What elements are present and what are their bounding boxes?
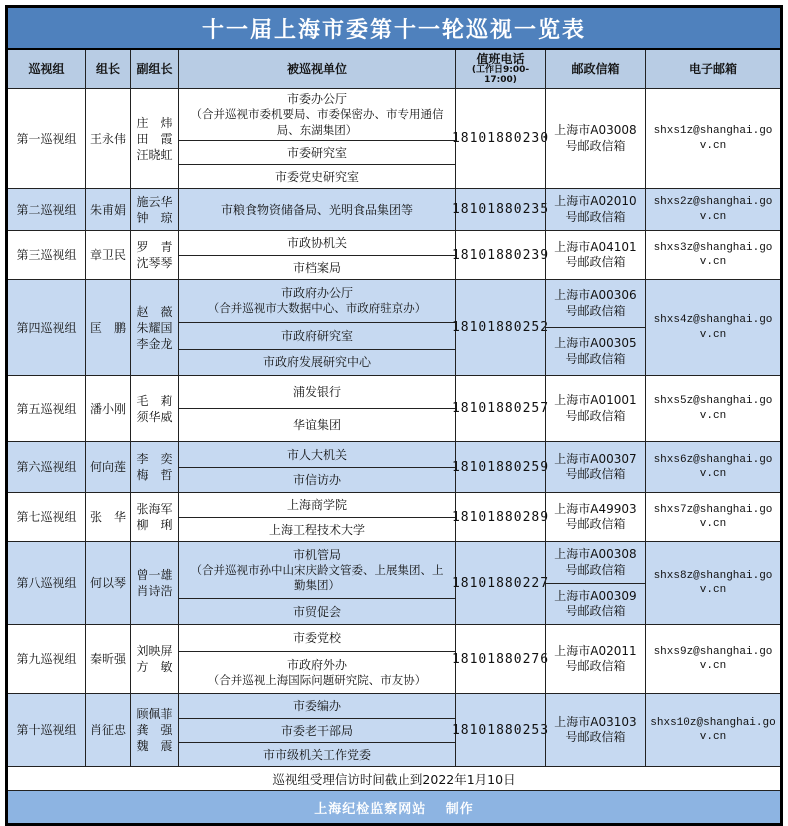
deputy-name: 庄 炜 bbox=[136, 115, 173, 130]
col-header-mailbox-label: 邮政信箱 bbox=[571, 61, 620, 76]
duty-phone-cell: 18101880276 bbox=[455, 625, 545, 693]
unit-name: 市委老干部局 bbox=[280, 723, 353, 738]
deputy-names-cell bbox=[130, 231, 178, 279]
duty-phone-cell: 18101880253 bbox=[455, 694, 545, 766]
mailbox-cell bbox=[545, 280, 645, 375]
unit-name: 市委党史研究室 bbox=[274, 169, 359, 184]
col-header-deputy: 副组长 bbox=[130, 50, 178, 88]
mailbox-entry: 上海市A02011号邮政信箱 bbox=[554, 643, 637, 674]
email-cell: shxs3z@shanghai.gov.cn bbox=[645, 231, 780, 279]
deputy-names-cell bbox=[130, 376, 178, 441]
inspected-units-cell bbox=[178, 493, 455, 541]
unit-name: 市机管局 bbox=[292, 547, 341, 562]
duty-phone-cell: 18101880239 bbox=[455, 231, 545, 279]
footer-note: 巡视组受理信访时间截止到2022年1月10日 bbox=[8, 767, 780, 791]
inspected-unit bbox=[179, 164, 455, 188]
deputy-names-cell bbox=[130, 89, 178, 188]
deputy-name: 张海军 bbox=[136, 502, 173, 517]
deputy-name: 龚 强 bbox=[136, 723, 173, 738]
deputy-name: 汪晓虹 bbox=[136, 147, 173, 162]
unit-name: 市委编办 bbox=[292, 699, 341, 714]
duty-phone-cell: 18101880227 bbox=[455, 542, 545, 624]
deputy-name: 须华威 bbox=[136, 409, 173, 424]
group-name-cell: 第二巡视组 bbox=[16, 202, 77, 217]
table-row bbox=[8, 89, 780, 189]
deputy-name: 李金龙 bbox=[136, 336, 173, 351]
inspected-unit bbox=[179, 598, 455, 624]
table-frame bbox=[5, 5, 783, 826]
deputy-name: 方 敏 bbox=[136, 660, 173, 675]
deputy-name: 梅 哲 bbox=[136, 468, 173, 483]
duty-phone-cell: 18101880257 bbox=[455, 376, 545, 441]
inspected-unit bbox=[179, 408, 455, 441]
mailbox-cell bbox=[545, 376, 645, 441]
mailbox-entry: 上海市A03008号邮政信箱 bbox=[554, 123, 637, 153]
deputy-name: 毛 莉 bbox=[136, 393, 173, 408]
deputy-names-cell bbox=[130, 280, 178, 375]
inspected-units-cell bbox=[178, 189, 455, 230]
email-cell: shxs7z@shanghai.gov.cn bbox=[645, 493, 780, 541]
deputy-names-cell bbox=[130, 694, 178, 766]
inspected-unit bbox=[179, 322, 455, 349]
leader-name-cell: 匡 鹏 bbox=[85, 280, 130, 375]
unit-note: （合并巡视市大数据中心、市政府驻京办） bbox=[207, 301, 427, 316]
unit-name: 市政府发展研究中心 bbox=[262, 355, 371, 370]
credit-bar: 上海纪检监察网站 制作 bbox=[8, 791, 780, 823]
deputy-names-cell bbox=[130, 442, 178, 492]
leader-name-cell: 何向莲 bbox=[85, 442, 130, 492]
duty-phone-cell: 18101880259 bbox=[455, 442, 545, 492]
inspected-units-cell bbox=[178, 625, 455, 693]
deputy-name: 罗 青 bbox=[136, 240, 173, 255]
group-name-cell: 第三巡视组 bbox=[16, 248, 77, 263]
mailbox-entry: 上海市A01001号邮政信箱 bbox=[554, 393, 637, 423]
inspected-units-cell bbox=[178, 442, 455, 492]
mailbox-cell bbox=[545, 694, 645, 766]
table-header-row bbox=[8, 50, 780, 89]
leader-name-cell: 潘小刚 bbox=[85, 376, 130, 441]
unit-name: 市委党校 bbox=[292, 631, 341, 646]
leader-name-cell: 朱甫娟 bbox=[85, 189, 130, 230]
deputy-names-cell bbox=[130, 189, 178, 230]
inspected-unit bbox=[179, 651, 455, 693]
email-cell: shxs4z@shanghai.gov.cn bbox=[645, 280, 780, 375]
group-name-cell: 第七巡视组 bbox=[16, 510, 77, 525]
inspected-unit bbox=[179, 467, 455, 493]
leader-name-cell: 王永伟 bbox=[85, 89, 130, 188]
unit-note: （合并巡视市委机要局、市委保密办、市专用通信局、东湖集团） bbox=[190, 107, 444, 137]
mailbox-entry: 上海市A49903号邮政信箱 bbox=[554, 501, 637, 532]
email-cell: shxs6z@shanghai.gov.cn bbox=[645, 442, 780, 492]
unit-name: 市档案局 bbox=[292, 260, 341, 275]
mailbox-entry: 上海市A04101号邮政信箱 bbox=[554, 239, 637, 270]
deputy-name: 顾佩菲 bbox=[136, 707, 173, 722]
mailbox-cell bbox=[545, 542, 645, 624]
unit-name: 市委研究室 bbox=[286, 145, 347, 160]
table-row bbox=[8, 625, 780, 694]
unit-name: 市政府办公厅 bbox=[280, 286, 353, 301]
group-name-cell: 第四巡视组 bbox=[16, 320, 77, 335]
unit-name: 市政府外办 bbox=[286, 657, 347, 672]
email-cell: shxs2z@shanghai.gov.cn bbox=[645, 189, 780, 230]
duty-phone-cell: 18101880252 bbox=[455, 280, 545, 375]
deputy-name: 刘映屏 bbox=[136, 644, 173, 659]
inspected-units-cell bbox=[178, 89, 455, 188]
leader-name-cell: 肖征忠 bbox=[85, 694, 130, 766]
mailbox-cell bbox=[545, 189, 645, 230]
inspected-units-cell bbox=[178, 280, 455, 375]
deputy-name: 钟 琼 bbox=[136, 210, 173, 225]
mailbox-entry: 上海市A00305号邮政信箱 bbox=[546, 327, 645, 375]
deputy-name: 曾一雄 bbox=[136, 568, 173, 583]
inspected-unit bbox=[179, 189, 455, 230]
duty-phone-cell: 18101880230 bbox=[455, 89, 545, 188]
unit-name: 市信访办 bbox=[292, 473, 341, 488]
mailbox-cell bbox=[545, 493, 645, 541]
deputy-names-cell bbox=[130, 493, 178, 541]
col-header-leader: 组长 bbox=[85, 50, 130, 88]
table-row bbox=[8, 542, 780, 625]
col-header-units-label: 被巡视单位 bbox=[286, 61, 347, 76]
unit-name: 华谊集团 bbox=[292, 418, 341, 433]
unit-name: 市人大机关 bbox=[286, 447, 347, 462]
mailbox-entry: 上海市A00309号邮政信箱 bbox=[546, 583, 645, 625]
unit-name: 上海商学院 bbox=[286, 498, 347, 513]
inspected-unit bbox=[179, 718, 455, 742]
unit-name: 市贸促会 bbox=[292, 604, 341, 619]
group-name-cell: 第十巡视组 bbox=[16, 723, 77, 738]
mailbox-entry: 上海市A00308号邮政信箱 bbox=[554, 547, 637, 577]
inspected-unit bbox=[179, 542, 455, 598]
email-cell: shxs1z@shanghai.gov.cn bbox=[645, 89, 780, 188]
table-row bbox=[8, 376, 780, 442]
email-cell: shxs10z@shanghai.gov.cn bbox=[645, 694, 780, 766]
unit-name: 上海工程技术大学 bbox=[268, 522, 365, 537]
email-cell: shxs5z@shanghai.gov.cn bbox=[645, 376, 780, 441]
deputy-name: 李 奕 bbox=[136, 452, 173, 467]
table-row bbox=[8, 442, 780, 493]
inspected-unit bbox=[179, 493, 455, 517]
deputy-names-cell bbox=[130, 625, 178, 693]
mailbox-entry: 上海市A03103号邮政信箱 bbox=[554, 714, 637, 745]
email-cell: shxs8z@shanghai.gov.cn bbox=[645, 542, 780, 624]
mailbox-cell bbox=[545, 625, 645, 693]
unit-note: （合并巡视市孙中山宋庆龄文管委、上展集团、上勤集团） bbox=[190, 562, 444, 593]
group-name-cell: 第六巡视组 bbox=[16, 460, 77, 475]
duty-phone-cell: 18101880289 bbox=[455, 493, 545, 541]
unit-name: 市政协机关 bbox=[286, 236, 347, 251]
deputy-name: 田 霞 bbox=[136, 131, 173, 146]
deputy-name: 魏 震 bbox=[136, 739, 173, 754]
col-header-units bbox=[178, 50, 455, 88]
table-row bbox=[8, 694, 780, 767]
inspected-units-cell bbox=[178, 376, 455, 441]
table-row bbox=[8, 493, 780, 542]
leader-name-cell: 张 华 bbox=[85, 493, 130, 541]
inspected-unit bbox=[179, 694, 455, 718]
leader-name-cell: 何以琴 bbox=[85, 542, 130, 624]
page-title: 十一届上海市委第十一轮巡视一览表 bbox=[8, 8, 780, 50]
deputy-name: 柳 琍 bbox=[136, 518, 173, 533]
inspected-unit bbox=[179, 442, 455, 467]
mailbox-cell bbox=[545, 231, 645, 279]
mailbox-entry: 上海市A02010号邮政信箱 bbox=[554, 194, 637, 224]
deputy-name: 沈琴琴 bbox=[136, 256, 173, 271]
unit-name: 浦发银行 bbox=[292, 385, 341, 400]
group-name-cell: 第一巡视组 bbox=[16, 131, 77, 146]
inspected-units-cell bbox=[178, 542, 455, 624]
inspected-unit bbox=[179, 517, 455, 541]
email-cell: shxs9z@shanghai.gov.cn bbox=[645, 625, 780, 693]
inspected-unit bbox=[179, 255, 455, 279]
table-row bbox=[8, 231, 780, 280]
inspected-unit bbox=[179, 625, 455, 651]
group-name-cell: 第九巡视组 bbox=[16, 652, 77, 667]
col-header-mailbox bbox=[545, 50, 645, 88]
col-header-group: 巡视组 bbox=[28, 61, 65, 76]
unit-name: 市委办公厅 bbox=[286, 92, 347, 107]
inspected-units-cell bbox=[178, 694, 455, 766]
inspected-unit bbox=[179, 349, 455, 376]
deputy-names-cell bbox=[130, 542, 178, 624]
inspected-unit bbox=[179, 231, 455, 255]
duty-phone-cell: 18101880235 bbox=[455, 189, 545, 230]
table-body bbox=[8, 89, 780, 767]
unit-name: 市政府研究室 bbox=[280, 328, 353, 343]
mailbox-cell bbox=[545, 442, 645, 492]
mailbox-entry: 上海市A00307号邮政信箱 bbox=[554, 451, 637, 482]
mailbox-entry: 上海市A00306号邮政信箱 bbox=[554, 288, 637, 318]
deputy-name: 朱耀国 bbox=[136, 320, 173, 335]
unit-name: 市粮食物资储备局、光明食品集团等 bbox=[220, 202, 413, 217]
deputy-name: 赵 薇 bbox=[136, 304, 173, 319]
group-name-cell: 第八巡视组 bbox=[16, 576, 77, 591]
col-header-phone-main: 值班电话 bbox=[476, 52, 525, 66]
unit-name: 市市级机关工作党委 bbox=[262, 747, 371, 762]
inspected-unit bbox=[179, 89, 455, 140]
col-header-email: 电子邮箱 bbox=[645, 50, 780, 88]
inspected-unit bbox=[179, 280, 455, 321]
inspected-unit bbox=[179, 140, 455, 164]
table-row bbox=[8, 189, 780, 231]
col-header-phone-sub: (工作日9:00-17:00) bbox=[471, 65, 530, 86]
inspected-unit bbox=[179, 376, 455, 408]
table-row bbox=[8, 280, 780, 376]
inspected-unit bbox=[179, 742, 455, 766]
deputy-name: 肖诗浩 bbox=[136, 584, 173, 599]
leader-name-cell: 秦昕强 bbox=[85, 625, 130, 693]
inspected-units-cell bbox=[178, 231, 455, 279]
deputy-name: 施云华 bbox=[136, 194, 173, 209]
mailbox-cell bbox=[545, 89, 645, 188]
unit-note: （合并巡视上海国际问题研究院、市友协） bbox=[207, 673, 427, 688]
col-header-phone bbox=[455, 50, 545, 88]
leader-name-cell: 章卫民 bbox=[85, 231, 130, 279]
group-name-cell: 第五巡视组 bbox=[16, 401, 77, 416]
